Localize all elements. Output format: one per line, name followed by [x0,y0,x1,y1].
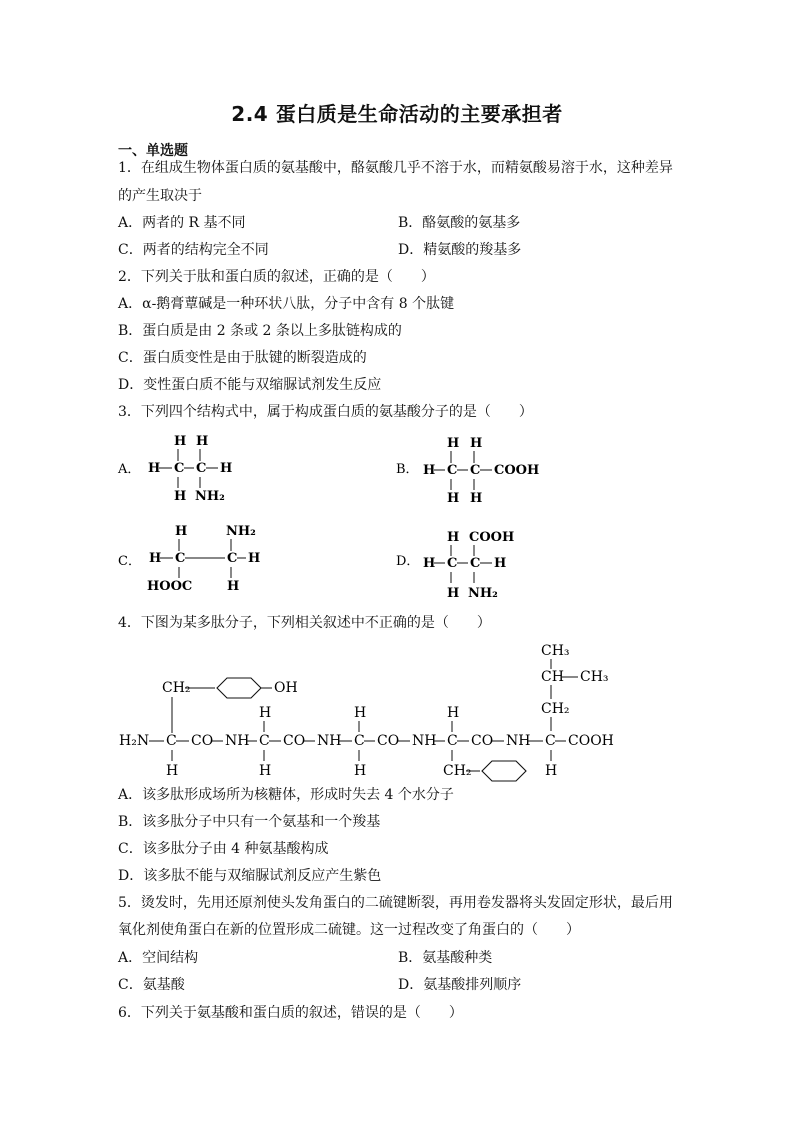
q4-h2n: H₂N [119,733,150,749]
q4-polypeptide-diagram [0,635,794,785]
q4-co3: CO [377,733,400,749]
q2-option-b: B．蛋白质是由 2 条或 2 条以上多肽链构成的 [118,323,402,339]
q3b-c1: C [447,463,458,478]
q4-stem: 4．下图为某多肽分子，下列相关叙述中不正确的是（ ） [118,615,491,631]
q3a-h-left: H [148,461,161,476]
q3-formula-a [117,434,232,504]
q3-label-d: D． [396,554,420,569]
q4-c4: C [447,733,458,749]
q1-stem-line1: 1．在组成生物体蛋白质的氨基酸中，酪氨酸几乎不溶于水，而精氨酸易溶于水，这种差异 [118,160,673,176]
q2-stem: 2．下列关于肽和蛋白质的叙述，正确的是（ ） [118,269,435,285]
q4-ch3-top: CH₃ [541,643,570,659]
q3c-h-right: H [248,551,261,566]
q4-benzene-ring-bottom [482,761,526,781]
q3a-h-right: H [220,461,233,476]
q4-oh: OH [274,680,298,696]
q3a-c2: C [196,461,207,476]
q4-h-bottom-3: H [354,763,367,779]
q4-benzene-ring-top [217,678,261,698]
q3d-h-left: H [423,556,436,571]
q3a-h-top2: H [196,434,209,449]
q1-option-c: C．两者的结构完全不同 [118,242,269,258]
page-title: 2.4 蛋白质是生命活动的主要承担者 [231,102,563,126]
q4-co2: CO [283,733,306,749]
q3d-cooh: COOH [469,530,515,545]
q4-co4: CO [471,733,494,749]
q4-h-bottom-1: H [166,763,179,779]
q3b-h-top1: H [447,436,460,451]
q1-option-d: D．精氨酸的羧基多 [398,242,522,258]
q4-option-d: D．该多肽不能与双缩脲试剂反应产生紫色 [118,868,382,884]
q3b-c2: C [470,463,481,478]
q4-ch2-bottom: CH₂ [443,763,472,779]
q3-formula-d [396,530,514,601]
q3b-h-bottom1: H [447,491,460,506]
q4-nh2-link: NH [317,733,342,749]
q3d-c2: C [470,556,481,571]
q5-option-d: D．氨基酸排列顺序 [398,977,522,993]
q4-h-top-2: H [259,705,272,721]
q2-option-d: D．变性蛋白质不能与双缩脲试剂发生反应 [118,377,382,393]
q5-stem-line1: 5．烫发时，先用还原剂使头发角蛋白的二硫键断裂，再用卷发器将头发固定形状，最后用 [118,895,673,911]
q3b-h-top2: H [470,436,483,451]
q3d-c1: C [447,556,458,571]
q4-c3: C [354,733,365,749]
q6-stem: 6．下列关于氨基酸和蛋白质的叙述，错误的是（ ） [118,1005,463,1021]
q4-nh4: NH [506,733,531,749]
q1-option-a: A．两者的 R 基不同 [118,215,246,231]
q3a-h-top1: H [174,434,187,449]
q4-ch2-right: CH₂ [541,701,570,717]
q3-stem: 3．下列四个结构式中，属于构成蛋白质的氨基酸分子的是（ ） [118,404,533,420]
q1-stem-line2: 的产生取决于 [118,188,202,204]
q4-option-b: B．该多肽分子中只有一个氨基和一个羧基 [118,814,381,830]
q3c-hooc: HOOC [147,579,193,594]
q2-option-c: C．蛋白质变性是由于肽键的断裂造成的 [118,350,367,366]
q4-co1: CO [191,733,214,749]
q3d-h-bottom: H [447,586,460,601]
q4-h-top-3: H [354,705,367,721]
q4-h-bottom-5: H [545,763,558,779]
q4-option-a: A．该多肽形成场所为核糖体，形成时失去 4 个水分子 [118,787,454,803]
q3a-h-bottom: H [174,489,187,504]
q5-stem-line2: 氧化剂使角蛋白在新的位置形成二硫键。这一过程改变了角蛋白的（ ） [118,922,580,938]
q4-cooh: COOH [568,733,614,749]
q3c-h-left: H [149,551,162,566]
q3c-c2: C [227,551,238,566]
q3c-nh2: NH₂ [226,524,256,539]
q4-h-bottom-2: H [259,763,272,779]
section-heading: 一、单选题 [118,143,188,159]
q4-option-c: C．该多肽分子由 4 种氨基酸构成 [118,841,329,857]
q3a-nh2: NH₂ [195,489,225,504]
q3-structural-formulas [0,425,794,610]
q3d-h-right: H [494,556,507,571]
q4-c5: C [545,733,556,749]
q3-formula-b [396,436,539,506]
q1-option-b: B．酪氨酸的氨基多 [398,215,521,231]
q3c-c1: C [175,551,186,566]
q3-formula-c [118,524,260,594]
q4-polypeptide-structure [119,643,614,781]
q3d-nh2: NH₂ [468,586,498,601]
q5-option-c: C．氨基酸 [118,977,185,993]
q4-nh1: NH [225,733,250,749]
q3c-h-bottom: H [227,579,240,594]
q4-ch3-right: CH₃ [580,669,609,685]
q5-option-b: B．氨基酸种类 [398,950,493,966]
q4-h-top-4: H [447,705,460,721]
q4-c2: C [259,733,270,749]
q4-c1: C [166,733,177,749]
q3c-h-top: H [175,524,188,539]
q3a-c1: C [174,461,185,476]
q3-label-c: C． [118,554,141,569]
q3b-h-bottom2: H [470,491,483,506]
q5-option-a: A．空间结构 [118,950,199,966]
q4-ch: CH [541,669,564,685]
q4-ch2-left: CH₂ [162,680,191,696]
q3-label-b: B． [396,462,419,477]
q4-nh3: NH [412,733,437,749]
q3b-cooh: COOH [494,463,540,478]
q3-label-a: A． [118,462,141,477]
q3b-h-left: H [423,463,436,478]
q3d-h-top: H [447,530,460,545]
q2-option-a: A．α-鹅膏蕈碱是一种环状八肽，分子中含有 8 个肽键 [118,296,455,312]
